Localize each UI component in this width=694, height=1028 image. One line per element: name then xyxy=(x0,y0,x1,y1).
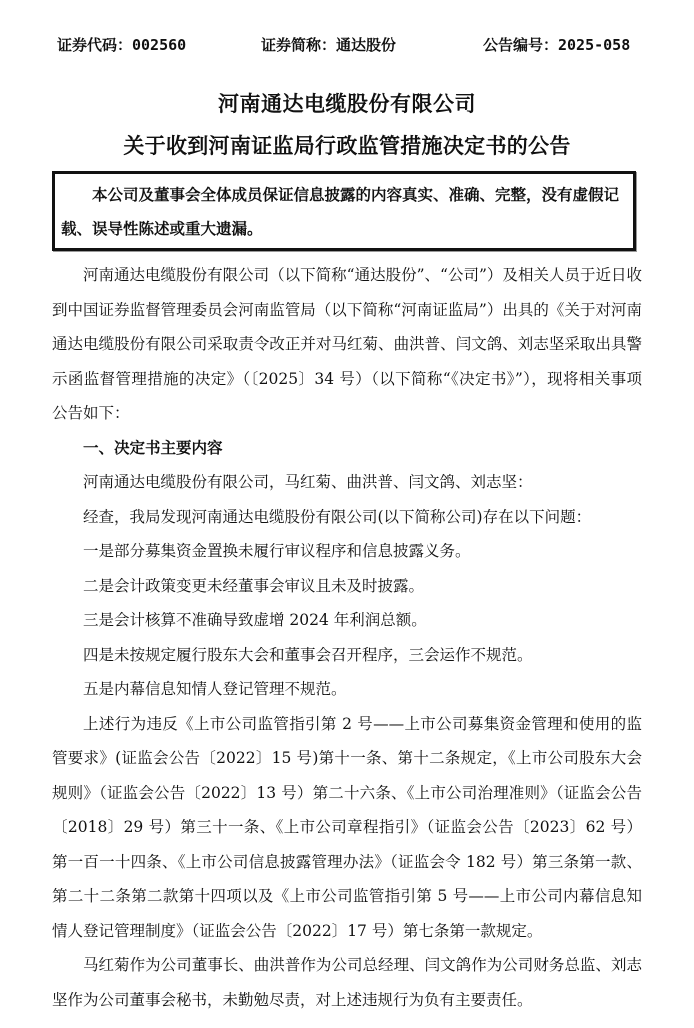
addressees-paragraph: 河南通达电缆股份有限公司，马红菊、曲洪普、闫文鸽、刘志坚： xyxy=(83,473,533,491)
issue-item: 一是部分募集资金置换未履行审议程序和信息披露义务。 xyxy=(83,542,471,560)
company-title: 河南通达电缆股份有限公司 xyxy=(218,92,476,116)
board-guarantee-notice-text: 本公司及董事会全体成员保证信息披露的内容真实、准确、完整，没有虚假记载、误导性陈述或重大遗漏。 xyxy=(61,186,620,238)
security-code: 证券代码：002560 xyxy=(57,36,187,54)
section-heading: 一、决定书主要内容 xyxy=(83,438,223,457)
findings-intro-paragraph: 经查，我局发现河南通达电缆股份有限公司(以下简称公司)存在以下问题： xyxy=(83,507,592,526)
intro-paragraph: 河南通达电缆股份有限公司（以下简称“通达股份”、“公司”）及相关人员于近日收到中国证券监督管理委员会河南监管局（以下简称“河南证监局”）出具的《关于对河南通达电缆股份有限公司采取责令改正并对马红菊、曲洪普、闫文鸽、刘志坚采取出具警示函监督管理措施的决定》（〔2025〕34 号）（以下简称“《决定书》”），现将相关事项公告如下： xyxy=(52,266,642,422)
issue-item: 五是内幕信息知情人登记管理不规范。 xyxy=(83,680,347,698)
announcement-body xyxy=(52,258,642,1017)
announcement-number: 公告编号：2025-058 xyxy=(483,36,631,54)
board-guarantee-notice-box xyxy=(52,171,636,251)
security-abbreviation: 证券简称：通达股份 xyxy=(261,36,397,54)
responsibility-paragraph: 马红菊作为公司董事长、曲洪普作为公司总经理、闫文鸽作为公司财务总监、刘志坚作为公司董事会秘书，未勤勉尽责，对上述违规行为负有主要责任。 xyxy=(52,956,642,1009)
announcement-header xyxy=(0,34,694,58)
issue-item: 二是会计政策变更未经董事会审议且未及时披露。 xyxy=(83,576,425,595)
announcement-title: 关于收到河南证监局行政监管措施决定书的公告 xyxy=(123,134,571,158)
issue-item: 四是未按规定履行股东大会和董事会召开程序，三会运作不规范。 xyxy=(83,645,533,664)
issue-item: 三是会计核算不准确导致虚增 2024 年利润总额。 xyxy=(83,611,427,629)
violation-paragraph: 上述行为违反《上市公司监管指引第 2 号——上市公司募集资金管理和使用的监管要求》(证监会公告〔2022〕15 号)第十一条、第十二条规定，《上市公司股东大会规则》（证监会公告〔2022〕13 号）第二十六条、《上市公司治理准则》（证监会公告〔2018〕29 号）第三十一条、《上市公司章程指引》（证监会公告〔2023〕62 号）第一百一十四条、《上市公司信息披露管理办法》（证监会令 182 号）第三条第一款、第二十二条第二款第十四项以及《上市公司监管指引第 5 号——上市公司内幕信息知情人登记管理制度》（证监会公告〔2022〕17 号）第七条第一款规定。 xyxy=(52,714,642,940)
